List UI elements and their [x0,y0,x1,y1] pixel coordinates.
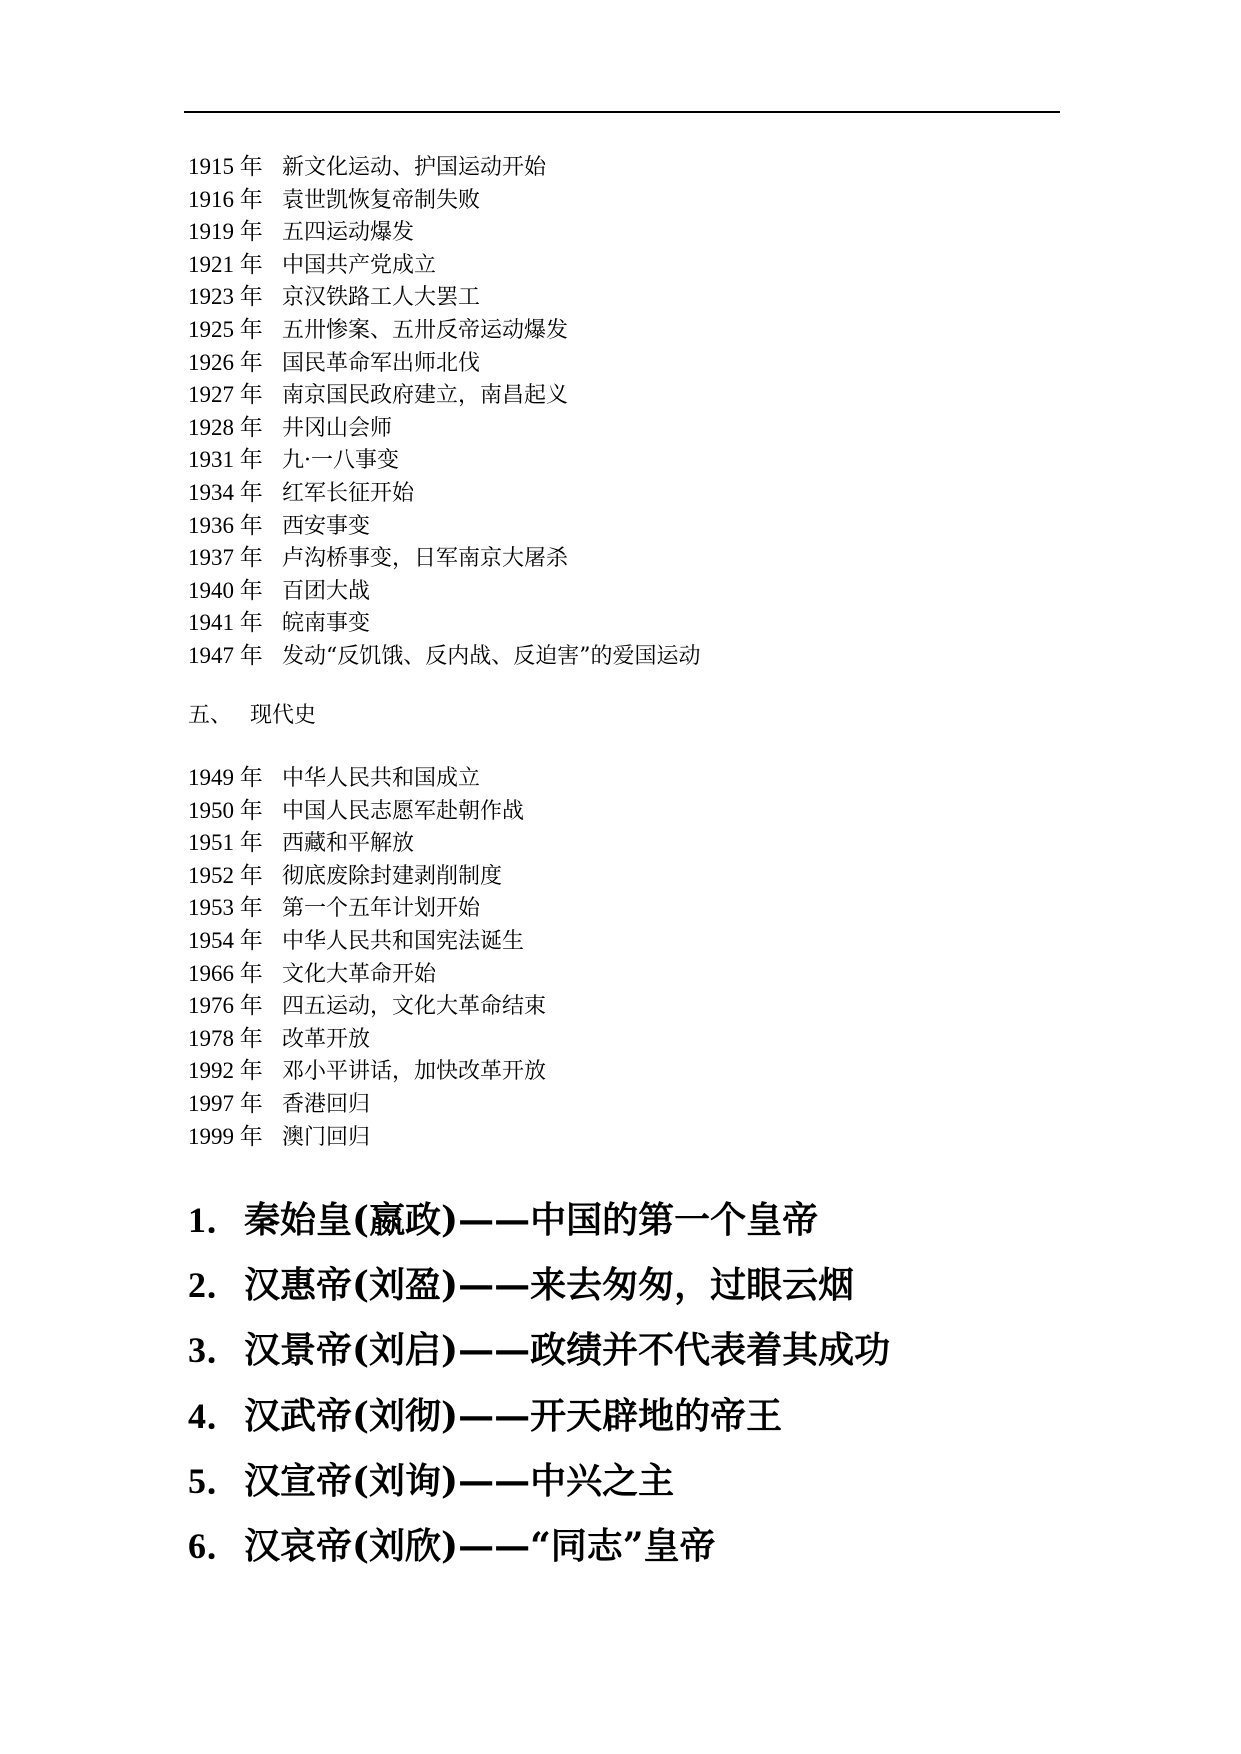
entry-event: 西藏和平解放 [282,831,415,857]
entry-event: 百团大战 [282,578,371,604]
timeline-entry [188,314,701,347]
entry-event: 中国共产党成立 [282,252,437,278]
entry-event: 澳门回归 [282,1124,371,1150]
timeline-entry [188,347,701,380]
entry-year: 1997 年 [188,1090,263,1116]
entry-event: 京汉铁路工人大罢工 [282,285,481,311]
entry-event: 彻底废除封建剥削制度 [282,863,503,889]
emperor-text: 汉哀帝(刘欣)——“同志”皇帝 [244,1524,716,1567]
timeline-entry [188,860,546,893]
emperor-index: 5． [188,1460,243,1501]
entry-year: 1915 年 [188,154,263,179]
entry-event: 五四运动爆发 [282,220,415,246]
entry-event: 香港回归 [282,1091,371,1117]
timeline-contemporary [188,762,546,1153]
entry-event: 中华人民共和国宪法诞生 [282,928,525,954]
entry-year: 1978 年 [188,1025,263,1051]
entry-year: 1940 年 [188,577,263,603]
emperor-index: 1． [188,1200,243,1240]
entry-year: 1952 年 [188,862,263,888]
header-rule [184,111,1060,113]
timeline-entry [188,216,701,249]
timeline-entry [188,1023,546,1056]
timeline-entry [188,1088,546,1121]
timeline-entry [188,412,701,445]
emperor-item [188,1514,890,1579]
timeline-entry [188,640,701,673]
timeline-entry [188,542,701,575]
entry-event: 改革开放 [282,1026,371,1052]
timeline-entry [188,281,701,314]
entry-year: 1931 年 [188,447,263,473]
entry-year: 1966 年 [188,960,263,986]
timeline-modern-early [188,151,701,673]
entry-year: 1950 年 [188,797,263,823]
entry-event: 国民革命军出师北伐 [282,350,481,376]
entry-event: 西安事变 [282,513,371,539]
section-number: 五、 [188,703,233,728]
entry-year: 1999 年 [188,1123,263,1149]
emperor-item [188,1253,890,1318]
emperor-item [188,1318,890,1383]
timeline-entry [188,892,546,925]
entry-year: 1947 年 [188,642,263,668]
entry-year: 1934 年 [188,479,263,505]
emperor-item [188,1449,890,1514]
emperor-item [188,1188,890,1253]
timeline-entry [188,607,701,640]
entry-year: 1921 年 [188,251,263,277]
entry-year: 1925 年 [188,316,263,342]
timeline-entry [188,762,546,795]
entry-year: 1923 年 [188,284,263,310]
timeline-entry [188,575,701,608]
timeline-entry [188,444,701,477]
entry-year: 1949 年 [188,765,263,790]
entry-year: 1919 年 [188,219,263,245]
emperor-text: 汉惠帝(刘盈)——来去匆匆，过眼云烟 [244,1264,855,1307]
timeline-entry [188,925,546,958]
section-title: 现代史 [250,703,317,728]
entry-year: 1954 年 [188,927,263,953]
entry-event: 井冈山会师 [282,415,393,441]
entry-event: 九·一八事变 [282,448,399,474]
timeline-entry [188,958,546,991]
entry-year: 1916 年 [188,186,263,212]
entry-event: 邓小平讲话，加快改革开放 [282,1059,547,1085]
entry-year: 1928 年 [188,414,263,440]
timeline-entry [188,379,701,412]
entry-event: 中华人民共和国成立 [282,766,481,791]
timeline-entry [188,795,546,828]
entry-event: 第一个五年计划开始 [282,896,481,922]
timeline-entry [188,1121,546,1154]
entry-year: 1937 年 [188,545,263,571]
entry-year: 1941 年 [188,610,263,636]
timeline-entry [188,184,701,217]
emperor-item [188,1384,890,1449]
section-heading [188,700,316,732]
timeline-entry [188,249,701,282]
timeline-entry [188,151,701,184]
entry-event: 红军长征开始 [282,480,415,506]
entry-year: 1951 年 [188,830,263,856]
emperor-text: 秦始皇(嬴政)——中国的第一个皇帝 [244,1199,819,1241]
entry-event: 南京国民政府建立，南昌起义 [282,383,569,409]
timeline-entry [188,477,701,510]
entry-year: 1992 年 [188,1058,263,1084]
timeline-entry [188,510,701,543]
entry-event: 袁世凯恢复帝制失败 [282,187,481,213]
emperor-index: 6． [188,1525,243,1566]
emperor-index: 3． [188,1330,243,1371]
entry-year: 1936 年 [188,512,263,538]
entry-event: 皖南事变 [282,611,371,637]
timeline-entry [188,827,546,860]
timeline-entry [188,1055,546,1088]
emperor-text: 汉景帝(刘启)——政绩并不代表着其成功 [244,1329,891,1372]
emperor-list [188,1188,890,1579]
entry-event: 中国人民志愿军赴朝作战 [282,798,525,824]
emperor-index: 2． [188,1265,243,1306]
entry-event: 四五运动，文化大革命结束 [282,994,547,1020]
entry-event: 卢沟桥事变，日军南京大屠杀 [282,546,569,572]
entry-year: 1953 年 [188,895,263,921]
entry-event: 五卅惨案、五卅反帝运动爆发 [282,317,569,343]
entry-year: 1926 年 [188,349,263,375]
entry-year: 1927 年 [188,382,263,408]
entry-event: 文化大革命开始 [282,961,437,987]
emperor-text: 汉宣帝(刘询)——中兴之主 [244,1459,675,1502]
emperor-text: 汉武帝(刘彻)——开天辟地的帝王 [244,1394,783,1437]
timeline-entry [188,990,546,1023]
emperor-index: 4． [188,1395,243,1436]
entry-year: 1976 年 [188,993,263,1019]
entry-event: 新文化运动、护国运动开始 [282,155,547,180]
entry-event: 发动“反饥饿、反内战、反迫害”的爱国运动 [282,643,701,669]
